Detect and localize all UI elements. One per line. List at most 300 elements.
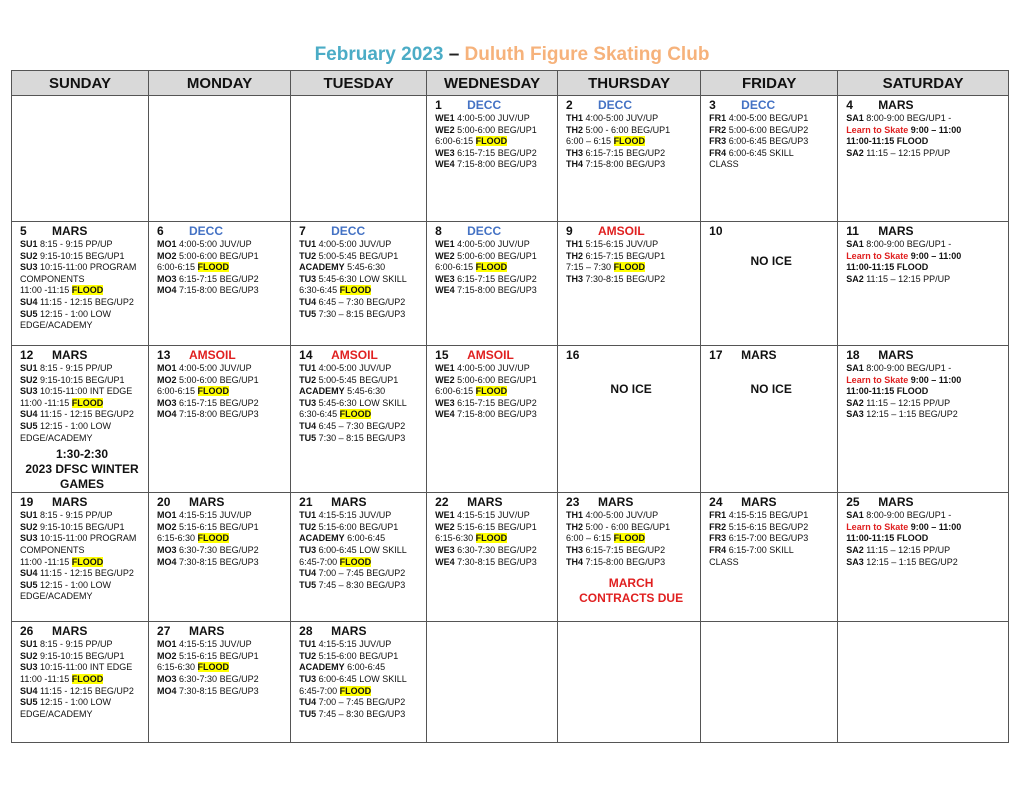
- session-code: SU3: [20, 386, 38, 397]
- rink-venue: MARS: [741, 495, 777, 510]
- day-number: 2: [566, 98, 573, 112]
- flood-highlight: FLOOD: [613, 533, 646, 544]
- session-line: [299, 639, 422, 651]
- session-time: 11:00 -11:15: [20, 556, 72, 567]
- learn-to-skate-time: 9:00 – 11:00: [908, 374, 962, 385]
- session-line: [20, 363, 144, 375]
- session-time: EDGE/ACADEMY: [20, 320, 93, 331]
- session-line: [435, 510, 553, 522]
- session-code: MO3: [157, 544, 177, 555]
- session-time: 6:15-7:15 BEG/UP1: [583, 250, 666, 261]
- session-code: SA1: [846, 510, 864, 521]
- day-number: 14: [299, 348, 313, 362]
- no-ice-notice: NO ICE: [610, 382, 652, 396]
- session-time: 6:30-6:45: [299, 409, 340, 420]
- session-line: [20, 568, 144, 580]
- day-number: 13: [157, 348, 171, 362]
- session-code: TU3: [299, 673, 317, 684]
- session-code: TU4: [299, 697, 317, 708]
- calendar-table: [11, 70, 1009, 743]
- day-header: [157, 348, 286, 362]
- session-time: 6:45-7:00: [299, 556, 340, 567]
- session-code: SU4: [20, 296, 38, 307]
- session-code: TU5: [299, 432, 317, 443]
- session-time: 7:15 – 7:30: [566, 262, 614, 273]
- session-code: TU5: [299, 579, 317, 590]
- session-time: 7:15-8:00 BEG/UP3: [583, 159, 666, 170]
- session-line: [20, 375, 144, 387]
- session-code: FR3: [709, 136, 727, 147]
- session-code: TU3: [299, 397, 317, 408]
- flood-highlight: FLOOD: [197, 662, 230, 673]
- day-number: 19: [20, 495, 34, 510]
- empty-day-cell: [427, 622, 558, 743]
- session-code: TU5: [299, 308, 317, 319]
- session-line: [20, 709, 144, 721]
- session-line: [846, 125, 1004, 137]
- session-line: [846, 239, 1004, 251]
- session-time: 4:00-5:00 JUV/UP: [454, 363, 530, 373]
- weekday-header: SUNDAY: [12, 71, 149, 96]
- session-time: 6:30-7:30 BEG/UP2: [454, 544, 537, 555]
- session-time: 6:00 – 6:15: [566, 533, 614, 544]
- session-line: [435, 136, 553, 148]
- session-code: WE1: [435, 363, 455, 373]
- session-time: 4:00-5:00 JUV/UP: [316, 239, 392, 249]
- session-code: MO1: [157, 510, 177, 521]
- session-line: [299, 686, 422, 698]
- session-code: ACADEMY: [299, 662, 345, 673]
- session-line: [299, 580, 422, 592]
- day-header: [846, 348, 1004, 362]
- day-header: [566, 348, 696, 362]
- learn-to-skate-time: 9:00 – 11:00: [908, 521, 962, 532]
- session-line: [157, 533, 286, 545]
- session-time: 5:00-6:00 BEG/UP1: [176, 374, 259, 385]
- rink-venue: MARS: [878, 98, 914, 112]
- learn-to-skate-label: Learn to Skate: [846, 521, 909, 532]
- session-code: TU4: [299, 420, 317, 431]
- session-time: 7:15-8:00 BEG/UP3: [176, 409, 259, 420]
- due-line: MARCH: [608, 576, 654, 591]
- day-header: [435, 495, 553, 509]
- session-code: MO2: [157, 521, 177, 532]
- session-time: 5:45-6:30: [344, 262, 386, 273]
- session-line: [299, 375, 422, 387]
- session-code: SA3: [846, 556, 864, 567]
- session-code: MO2: [157, 650, 177, 661]
- session-line: [299, 533, 422, 545]
- session-line: [157, 651, 286, 663]
- day-cell: [701, 222, 838, 346]
- flood-time: 11:00-11:15 FLOOD: [846, 262, 929, 273]
- session-line: [846, 262, 1004, 274]
- session-code: SU4: [20, 568, 38, 579]
- session-code: SU3: [20, 262, 38, 273]
- session-time: 8:00-9:00 BEG/UP1 -: [863, 510, 952, 521]
- session-code: SU3: [20, 533, 38, 544]
- session-line: [709, 113, 833, 125]
- session-line: [299, 297, 422, 309]
- day-cell: [12, 222, 149, 346]
- session-time: 5:15-6:15 BEG/UP2: [726, 521, 809, 532]
- rink-venue: AMSOIL: [189, 348, 236, 362]
- flood-highlight: FLOOD: [475, 136, 508, 147]
- session-time: 11:15 – 12:15 PP/UP: [863, 273, 951, 284]
- session-line: [20, 639, 144, 651]
- session-code: TH1: [566, 510, 584, 521]
- session-time: 6:00-6:15: [435, 262, 476, 273]
- rink-venue: DECC: [598, 98, 633, 112]
- session-time: 11:00 -11:15: [20, 673, 72, 684]
- session-line: [709, 125, 833, 137]
- flood-time: 11:00-11:15 FLOOD: [846, 533, 929, 544]
- session-line: [566, 522, 696, 534]
- title-club: Duluth Figure Skating Club: [464, 44, 710, 65]
- session-time: 8:15 - 9:15 PP/UP: [37, 639, 113, 650]
- session-time: 5:15-6:15 BEG/UP1: [176, 521, 259, 532]
- session-line: [157, 375, 286, 387]
- rink-venue: MARS: [52, 495, 88, 510]
- session-time: 5:00 - 6:00 BEG/UP1: [583, 124, 671, 135]
- session-code: TH1: [566, 113, 584, 123]
- day-cell: [558, 222, 701, 346]
- session-code: TH3: [566, 147, 584, 158]
- day-number: 11: [846, 224, 859, 238]
- rink-venue: DECC: [331, 224, 366, 238]
- flood-highlight: FLOOD: [71, 397, 104, 408]
- session-time: 4:00-5:00 JUV/UP: [583, 510, 659, 521]
- day-header: [709, 224, 833, 238]
- session-code: SA2: [846, 147, 864, 158]
- learn-to-skate-label: Learn to Skate: [846, 374, 909, 385]
- day-cell: [701, 346, 838, 493]
- session-line: [299, 557, 422, 569]
- day-number: 17: [709, 348, 723, 362]
- session-line: [846, 398, 1004, 410]
- session-line: [20, 320, 144, 332]
- session-code: TH2: [566, 521, 584, 532]
- session-code: SA1: [846, 239, 864, 249]
- session-time: 6:00-6:15: [435, 136, 476, 147]
- session-code: ACADEMY: [299, 386, 345, 397]
- no-ice-notice: NO ICE: [750, 254, 792, 268]
- session-line: [846, 386, 1004, 398]
- day-cell: [291, 222, 427, 346]
- day-header: [299, 624, 422, 638]
- session-time: 6:15-7:15 BEG/UP2: [454, 147, 537, 158]
- session-time: CLASS: [709, 159, 739, 170]
- session-code: TH4: [566, 556, 584, 567]
- session-time: 7:30-8:15 BEG/UP3: [176, 556, 259, 567]
- title-separator: –: [443, 44, 465, 65]
- session-code: TU3: [299, 544, 317, 555]
- session-time: 6:15-7:15 BEG/UP2: [176, 397, 259, 408]
- session-line: [20, 533, 144, 545]
- flood-highlight: FLOOD: [475, 262, 508, 273]
- flood-highlight: FLOOD: [197, 262, 230, 273]
- day-header: [566, 495, 696, 509]
- session-code: WE3: [435, 397, 455, 408]
- session-line: [566, 262, 696, 274]
- day-cell: [12, 346, 149, 493]
- session-time: 6:45 – 7:30 BEG/UP2: [316, 296, 406, 307]
- day-number: 6: [157, 224, 164, 238]
- session-line: [20, 398, 144, 410]
- session-code: FR1: [709, 510, 727, 521]
- session-time: 7:15-8:00 BEG/UP3: [454, 409, 537, 420]
- session-time: 11:15 – 12:15 PP/UP: [863, 397, 951, 408]
- session-time: 12:15 - 1:00 LOW: [37, 579, 112, 590]
- session-code: MO4: [157, 285, 177, 296]
- session-line: [299, 398, 422, 410]
- session-line: [435, 262, 553, 274]
- flood-highlight: FLOOD: [197, 386, 230, 397]
- session-time: 6:15-7:15 BEG/UP2: [454, 397, 537, 408]
- session-line: [566, 510, 696, 522]
- session-time: 6:15-7:15 BEG/UP2: [583, 544, 666, 555]
- session-time: 7:45 – 8:30 BEG/UP3: [316, 708, 406, 719]
- session-line: [435, 398, 553, 410]
- session-code: FR4: [709, 544, 727, 555]
- session-line: [709, 510, 833, 522]
- session-code: TH2: [566, 124, 584, 135]
- empty-day-cell: [149, 96, 291, 222]
- session-line: [846, 533, 1004, 545]
- session-line: [299, 674, 422, 686]
- session-line: [20, 409, 144, 421]
- session-line: [566, 533, 696, 545]
- session-code: FR1: [709, 113, 727, 123]
- session-line: [20, 309, 144, 321]
- session-line: [157, 251, 286, 263]
- session-code: TU1: [299, 363, 317, 373]
- rink-venue: MARS: [189, 624, 225, 639]
- session-code: MO3: [157, 673, 177, 684]
- session-time: 5:45-6:30 LOW SKILL: [316, 397, 407, 408]
- event-line: GAMES: [60, 477, 105, 492]
- flood-highlight: FLOOD: [613, 136, 646, 147]
- session-line: [435, 557, 553, 569]
- session-code: TU2: [299, 521, 317, 532]
- day-number: 5: [20, 224, 27, 238]
- day-header: [435, 348, 553, 362]
- session-line: [20, 285, 144, 297]
- session-time: 7:30-8:15 BEG/UP2: [583, 273, 666, 284]
- session-line: [709, 136, 833, 148]
- session-code: FR2: [709, 124, 727, 135]
- session-line: [435, 251, 553, 263]
- session-time: 7:30 – 8:15 BEG/UP3: [316, 432, 406, 443]
- week-row: [12, 96, 1009, 222]
- rink-venue: MARS: [598, 495, 634, 510]
- session-time: 7:45 – 8:30 BEG/UP3: [316, 579, 406, 590]
- empty-day-cell: [291, 96, 427, 222]
- session-time: 7:00 – 7:45 BEG/UP2: [316, 697, 406, 708]
- rink-venue: MARS: [52, 624, 88, 639]
- day-number: 18: [846, 348, 860, 362]
- session-time: 6:15-6:30: [157, 662, 198, 673]
- session-line: [20, 251, 144, 263]
- rink-venue: MARS: [878, 495, 914, 510]
- session-line: [20, 522, 144, 534]
- session-time: 7:30-8:15 BEG/UP3: [454, 556, 537, 567]
- learn-to-skate-label: Learn to Skate: [846, 124, 909, 135]
- session-time: 5:45-6:30: [344, 386, 386, 397]
- session-time: 6:00-6:15: [435, 386, 476, 397]
- session-code: MO3: [157, 273, 177, 284]
- flood-highlight: FLOOD: [339, 556, 372, 567]
- day-cell: [12, 622, 149, 743]
- session-time: 6:00-6:45: [344, 662, 386, 673]
- session-time: 5:00-6:00 BEG/UP1: [454, 124, 537, 135]
- session-time: EDGE/ACADEMY: [20, 432, 93, 443]
- session-time: 7:30-8:15 BEG/UP3: [176, 685, 259, 696]
- session-code: TU5: [299, 708, 317, 719]
- session-code: TH3: [566, 544, 584, 555]
- rink-venue: MARS: [331, 624, 367, 639]
- session-line: [846, 363, 1004, 375]
- session-time: 8:15 - 9:15 PP/UP: [37, 239, 113, 249]
- rink-venue: DECC: [189, 224, 224, 238]
- session-code: ACADEMY: [299, 533, 345, 544]
- session-time: COMPONENTS: [20, 544, 85, 555]
- session-line: [566, 545, 696, 557]
- session-code: MO2: [157, 250, 177, 261]
- session-line: [846, 522, 1004, 534]
- session-line: [566, 251, 696, 263]
- session-line: [566, 125, 696, 137]
- session-time: 5:00-5:45 BEG/UP1: [316, 250, 399, 261]
- session-time: 6:15-6:30: [435, 533, 476, 544]
- session-time: 6:15-7:00 SKILL: [726, 544, 794, 555]
- session-code: MO1: [157, 363, 177, 373]
- session-line: [299, 285, 422, 297]
- flood-highlight: FLOOD: [613, 262, 646, 273]
- session-code: TU3: [299, 273, 317, 284]
- session-code: WE1: [435, 113, 455, 123]
- session-code: SU2: [20, 374, 38, 385]
- flood-highlight: FLOOD: [339, 409, 372, 420]
- session-time: 4:00-5:00 JUV/UP: [316, 363, 392, 373]
- session-code: MO2: [157, 374, 177, 385]
- session-line: [157, 386, 286, 398]
- session-time: 6:45 – 7:30 BEG/UP2: [316, 420, 406, 431]
- session-code: WE3: [435, 147, 455, 158]
- day-number: 8: [435, 224, 442, 238]
- rink-venue: MARS: [331, 495, 367, 510]
- session-time: 7:00 – 7:45 BEG/UP2: [316, 568, 406, 579]
- event-line: 1:30-2:30: [55, 447, 109, 462]
- session-time: 6:15-7:15 BEG/UP2: [583, 147, 666, 158]
- rink-venue: AMSOIL: [467, 348, 514, 362]
- session-line: [435, 148, 553, 160]
- session-time: 4:00-5:00 JUV/UP: [454, 239, 530, 249]
- session-line: [20, 686, 144, 698]
- rink-venue: MARS: [52, 348, 88, 362]
- day-number: 4: [846, 98, 853, 112]
- rink-venue: MARS: [52, 224, 88, 238]
- session-code: TU4: [299, 568, 317, 579]
- session-line: [846, 136, 1004, 148]
- day-cell: [12, 493, 149, 622]
- session-line: [299, 386, 422, 398]
- session-time: 12:15 - 1:00 LOW: [37, 697, 112, 708]
- session-time: 6:00 – 6:15: [566, 136, 614, 147]
- session-time: 4:00-5:00 JUV/UP: [176, 363, 252, 373]
- session-code: SA2: [846, 544, 864, 555]
- session-code: FR3: [709, 533, 727, 544]
- session-time: 12:15 - 1:00 LOW: [37, 420, 112, 431]
- weekday-header: WEDNESDAY: [427, 71, 558, 96]
- session-line: [299, 239, 422, 251]
- day-number: 23: [566, 495, 580, 510]
- day-number: 24: [709, 495, 723, 510]
- session-time: 6:00-6:15: [157, 262, 198, 273]
- flood-highlight: FLOOD: [197, 533, 230, 544]
- session-line: [20, 697, 144, 709]
- day-header: [566, 224, 696, 238]
- session-line: [846, 545, 1004, 557]
- session-code: TU1: [299, 239, 317, 249]
- session-line: [157, 239, 286, 251]
- week-row: [12, 622, 1009, 743]
- session-time: 6:30-6:45: [299, 285, 340, 296]
- week-row: [12, 346, 1009, 493]
- session-line: [299, 522, 422, 534]
- session-line: [20, 262, 144, 274]
- session-code: WE1: [435, 239, 455, 249]
- day-header: [157, 495, 286, 509]
- session-time: 5:00 - 6:00 BEG/UP1: [583, 521, 671, 532]
- session-time: 8:00-9:00 BEG/UP1 -: [863, 363, 952, 373]
- day-header: [299, 495, 422, 509]
- day-cell: [149, 222, 291, 346]
- session-time: 4:15-5:15 JUV/UP: [176, 639, 252, 650]
- session-time: 5:15-6:00 BEG/UP1: [316, 650, 399, 661]
- session-line: [435, 285, 553, 297]
- session-line: [299, 262, 422, 274]
- day-cell: [558, 346, 701, 493]
- day-cell: [701, 493, 838, 622]
- session-time: 6:15-7:00 BEG/UP3: [726, 533, 809, 544]
- session-time: 5:00-6:00 BEG/UP1: [454, 374, 537, 385]
- day-header: [20, 495, 144, 509]
- day-cell: [427, 493, 558, 622]
- session-time: 10:15-11:00 PROGRAM: [37, 262, 137, 273]
- session-line: [157, 285, 286, 297]
- day-number: 26: [20, 624, 34, 639]
- session-line: [157, 674, 286, 686]
- session-code: TH4: [566, 159, 584, 170]
- day-cell: [838, 346, 1009, 493]
- session-line: [20, 557, 144, 569]
- day-header: [566, 98, 696, 112]
- session-line: [20, 591, 144, 603]
- day-cell: [701, 96, 838, 222]
- weekday-header: TUESDAY: [291, 71, 427, 96]
- session-line: [20, 674, 144, 686]
- learn-to-skate-time: 9:00 – 11:00: [908, 124, 962, 135]
- session-code: TU2: [299, 650, 317, 661]
- session-code: SU5: [20, 420, 38, 431]
- day-header: [709, 98, 833, 112]
- day-header: [846, 98, 1004, 112]
- session-line: [299, 568, 422, 580]
- session-code: MO4: [157, 685, 177, 696]
- session-code: MO1: [157, 639, 177, 650]
- session-line: [846, 510, 1004, 522]
